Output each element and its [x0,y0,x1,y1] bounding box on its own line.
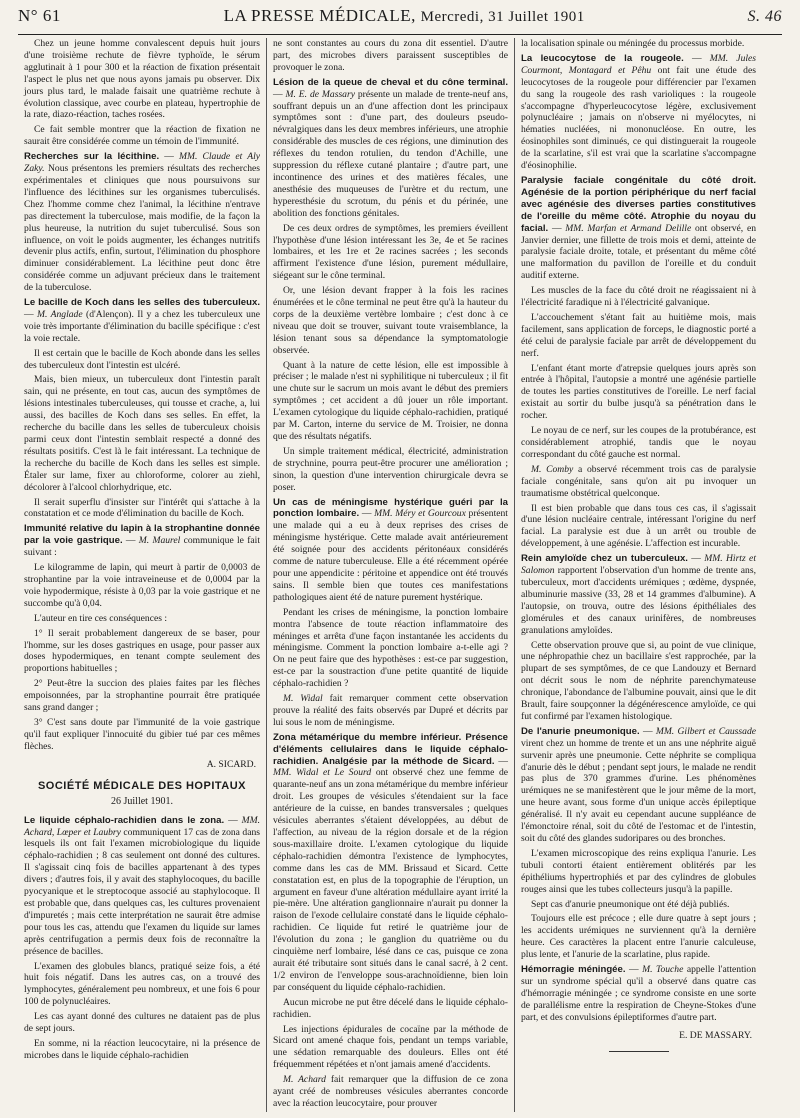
article-text: a observé récemment trois cas de paralysie faciale congénitale, sans qu'on ait pu invoquer un traumatisme obstétrical quelconque. [521,463,757,499]
article-text: ont fait une étude des leucocytoses de la rougeole pour différencier par l'examen du sang la rougeole des rash varioliques : la rougeole s'accompagne d'hyperleucocytose légère, exclusivement polynucléaire ; jamais on n'observe ni myélocytes, ni hématies nucléées, ni mononucléose. En outre, les éosinophiles sont diminués, ce qui distinguerait la rougeole de la scarlatine, s'il est vrai que la scarlatine s'accompagne d'éosinophilie. [521,64,756,172]
article-text: présente un malade de trente-neuf ans, souffrant depuis un an d'une affection dont les principaux symptômes sont : d'une part, des douleurs pseudo-névralgiques dans les deux membres inférieurs, une atrophie considérable des muscles de ces régions, une diminution des réflexes du tendon rotulien, du tendon d'Achille, une suppression du réflexe cutané plantaire ; d'autre part, une incontinence des urines et des matières fécales, une anesthésie des muqueuses de l'urètre et du rectum, une hyperesthésie du scrotum, du pénis et du périnée, une abolition des fonctions génitales. [273,88,508,219]
article-text: fait remarquer que la diffusion de ce zona ayant créé de nombreuses vésicules aberrantes concorde avec la réaction leucocytaire, pour prouver [273,1074,508,1109]
masthead-name: LA PRESSE MÉDICALE, [223,6,416,25]
article-authors: MM. Achard, Lœper et Laubry [24,814,260,838]
article-authors: M. Touche [642,964,684,976]
list-item: 2° Peut-être la succion des plaies faites par les flèches empoisonnées, par la strophantine pourrait être pratiquée sans grand danger ; [24,678,260,714]
article-authors: MM. Hirtz et Salomon [521,553,756,577]
article-zona: Le liquide céphalo-rachidien dans le zona. — MM. Achard, Lœper et Laubry communiquent 17 cas de zona dans lesquels ils ont fait l'examen microbiologique du liquide céphalo-rachidien ; 8 cas seulement ont donné des cultures. Il s'agissait cinq fois de bacilles appartenant à des types divers ; d'autres fois, il y avait des staphylocoques, du bacille pyocyanique et le streptocoque associé au staphylocoque. Il est probable que, dans quelques cas, les cultures provenaient d'impuretés ; mais cette interprétation ne saurait être admise pour tous les cas, attendu que l'examen du liquide sur lames après centrifugation a permis deux fois de reconnaître la présence de bacilles. [24,814,261,957]
paragraph: L'accouchement s'étant fait au huitième mois, mais facilement, sans application de forceps, le diagnostic porté a été celui de paralysie faciale par arrêt de développement du nerf. [521,311,756,359]
paragraph: Pendant les crises de méningisme, la ponction lombaire montra l'absence de toute réaction inflammatoire des méninges et arrêta d'une façon instantanée les accidents du méningisme. Comment la ponction lombaire a-t-elle agi ? On ne peut faire que des hypothèses : est-ce par suggestion, est-ce par la soustraction d'une petite quantité de liquide céphalo-rachidien ? [273,606,508,690]
columns [18,38,782,1112]
article-authors: MM. Jules Courmont, Montagard et Pêhu [521,52,757,76]
article-authors: MM. Méry et Gourcoux [374,508,466,520]
article-text: ont observé, en Janvier dernier, une fillette de trois mois et demi, atteinte de paralysie faciale droite, totale, et présentant du même côté une malformation du pavillon de l'oreille et du conduit auditif externe. [521,222,757,282]
society-date: 26 Juillet 1901. [111,795,173,807]
article-authors: M. Maurel [138,535,181,547]
article-heading: Un cas de méningisme hystérique guéri par la ponction lombaire. [273,496,508,520]
article-heading: Immunité relative du lapin à la strophantine donnée par la voie gastrique. [24,523,260,547]
article-heading: Lésion de la queue de cheval et du cône terminal. [273,76,508,88]
article-strophantine: Immunité relative du lapin à la strophantine donnée par la voie gastrique. — M. Maurel communique le fait suivant : [24,523,260,559]
paragraph: ne sont constantes au cours du zona dit essentiel. D'autre part, des microbes divers paraissent susceptibles de provoquer le zona. [273,38,508,73]
article-text: ont observé chez une femme de quarante-neuf ans un zona métamérique du membre inférieur droit. Les groupes de vésicules s'étendaient sur la face antérieure de la cuisse, en bandes transversales ; quelques vésicules aberrantes s'étaient développées, au début de l'affection, au niveau de la région dorsale et de la région sous-maxillaire droite. L'examen cytologique du liquide céphalo-rachidien démontra l'existence de lymphocytes, comme dans les cas de MM. Brissaud et Sicard. Cette constatation est, en plus de la topographie de l'éruption, un argument en faveur d'une altération médullaire ayant irrité la pie-mère. Une altération ganglionnaire n'aurait pu donner la raison de l'exode cellulaire constaté dans le liquide céphalo-rachidien. Ce liquide fut retiré le quatrième jour de l'évolution du zona ; le ganglion du quatrième ou du cinquième nerf lombaire, lésé dans ce cas, puisque ce zona aurait été tributaire sont situés dans le canal sacré, à 2 cent. 1/2 environ de l'enveloppe sous-arachnoïdienne, bien loin par conséquent du liquide céphalo-rachidien. [273,767,508,993]
article-anurie: De l'anurie pneumonique. — MM. Gilbert et Caussade virent chez un homme de trente et un ans une néphrite aiguë survenir après une pneumonie. Cette néphrite se compliqua d'anurie dès le début ; pendant sept jours, le malade ne rendit pas plus de 370 grammes d'urine. Les phénomènes urémiques ne se manifestèrent que le jour même de la mort, une heure avant, sous forme d'un unique accès épileptique généralisé. Il n'y avait eu cependant aucune suppléance de l'émonctoire rénal, soit du côté de l'estomac et de l'intestin, soit du côté des glandes sudoripares ou des bronches. [521,725,757,844]
article-heading: Recherches sur la lécithine. [24,151,160,163]
article-text: virent chez un homme de trente et un ans une néphrite aiguë survenir après une pneumonie. Cette néphrite se compliqua d'anurie dès le début ; pendant sept jours, le malade ne rendit pas plus de 370 grammes d'urine. Les phénomènes urémiques ne se manifestèrent que le jour même de la mort, une heure avant, sous forme d'un unique accès épileptique généralisé. Il n'y avait eu cependant aucune suppléance de l'émonctoire rénal, soit du côté de l'estomac et de l'intestin, soit du côté des glandes sudoripares ou des bronches. [521,737,756,844]
signature: E. DE MASSARY. [679,1029,752,1041]
article-text: présentent une malade qui a eu à deux reprises des crises de méningisme hystérique. Cette malade avait antérieurement été soignée pour des accidents péritonéaux considérés comme de nature tuberculeuse. Elle a été récemment opérée pour une appendicite : péritoine et appendice ont été trouvés sains. Il semble bien que toutes ces manifestations pathologiques aient été de nature purement hystérique. [273,508,508,603]
article-text: (d'Alençon). Il y a chez les tuberculeux une voie très importante d'élimination du bacille spécifique : c'est la voie rectale. [24,308,261,344]
article-heading: Paralysie faciale congénitale du côté droit. Agénésie de la portion périphérique du nerf facial avec agénésie des diverses parties constitutives de l'oreille du même côté. Atrophie du noyau du facial. [521,174,756,234]
article-heading: De l'anurie pneumonique. [521,725,640,737]
paragraph: Ce fait semble montrer que la réaction de fixation ne saurait être considérée comme un témoin de l'immunité. [24,124,260,148]
header-rule [18,34,782,35]
article-heading: Zona métamérique du membre inférieur. Présence d'éléments cellulaires dans le liquide céphalo-rachidien. Analgésie par la méthode de Sicard. [273,731,508,767]
article-text: communique le fait suivant : [24,535,260,559]
article-text: fait remarquer comment cette observation prouve la réalité des faits observés par Dupré et décrits par lui sous le nom de méningisme. [273,693,508,728]
paragraph: Il serait superflu d'insister sur l'intérêt qui s'attache à la constatation et ce mode d'élimination du bacille de Koch. [24,496,260,520]
article-authors: MM. Gilbert et Caussade [655,725,757,737]
article-hemorragie: Hémorragie méningée. — M. Touche appelle l'attention sur un syndrome spécial qu'il a observé dans quatre cas d'hémorragie méningée ; ce syndrome consiste en une sorte de parallélisme entre la respiration de Cheyne-Stokes d'une part, et des convulsions épileptiformes d'autre part. [521,964,757,1023]
society-title: SOCIÉTÉ MÉDICALE DES HOPITAUX [37,779,247,792]
article-rein-amyloide: Rein amyloïde chez un tuberculeux. — MM. Hirtz et Salomon rapportent l'observation d'un homme de trente ans, tuberculeux, mort d'accidents urémiques ; œdème, dyspnée, albuminurie massive (33, 28 et 14 grammes d'albumine). A l'autopsie, on trouva, outre des lésions épithéliales des glomérules et des canaux urinifères, de nombreuses granulations amyloïdes. [521,553,756,636]
article-heading: La leucocytose de la rougeole. [521,52,684,64]
article-rougeole: La leucocytose de la rougeole. — MM. Jules Courmont, Montagard et Pêhu ont fait une étude des leucocytoses de la rougeole pour différencier par l'examen du sang la rougeole des rash varioliques : la rougeole s'accompagne d'hyperleucocytose légère, exclusivement polynucléaire ; jamais on n'observe ni myélocytes, ni hématies nucléées, ni mononucléose. En outre, les éosinophiles sont diminués, ce qui distinguerait la rougeole de la scarlatine, s'il est vrai que la scarlatine s'accompagne d'éosinophilie. [521,52,757,172]
article-authors: MM. Claude et Aly Zaky. [24,151,260,175]
list-item: 3° C'est sans doute par l'immunité de la voie gastrique qu'il faut expliquer l'innocuité du gibier tué par ces mêmes flèches. [24,716,260,752]
paragraph: Quant à la nature de cette lésion, elle est impossible à préciser ; le malade n'est ni syphilitique ni tuberculeux ; il fit une chute sur le sacrum un mois avant le début des premiers symptômes ; cet accident a dû jouer un rôle important. L'examen cytologique du liquide céphalo-rachidien, pratiqué par M. Carton, interne du service de M. Troisier, ne donna que des résultats négatifs. [273,359,508,442]
paragraph: Or, une lésion devant frapper à la fois les racines énumérées et le cône terminal ne peut être qu'à la hauteur du corps de la deuxième vertèbre lombaire ; c'est donc à ce niveau que doit se trouver, suivant toute vraisemblance, la lésion tenant sous sa dépendance la symptomatologie observée. [273,285,508,356]
paragraph: Un simple traitement médical, électricité, administration de strychnine, pourra peut-être procurer une amélioration ; sinon, la question d'une intervention chirurgicale devra se poser. [273,445,508,493]
paragraph: la localisation spinale ou méningée du processus morbide. [521,38,745,49]
issue-number: N° 61 [18,6,61,25]
article-authors: M. Anglade [37,308,83,320]
article-heading: Hémorragie méningée. [521,964,626,976]
article-zona-metamerique: Zona métamérique du membre inférieur. Présence d'éléments cellulaires dans le liquide céphalo-rachidien. Analgésie par la méthode de Sicard. — MM. Widal et Le Sourd ont observé chez une femme de quarante-neuf ans un zona métamérique du membre inférieur droit. Les groupes de vésicules s'étendaient sur la face antérieure de la cuisse, en bandes transversales ; quelques vésicules aberrantes s'étaient développées, au début de l'affection, au niveau de la région dorsale et de la région sous-maxillaire droite. L'examen cytologique du liquide céphalo-rachidien démontra l'existence de lymphocytes, comme dans les cas de MM. Brissaud et Sicard. Cette constatation est, en plus de la topographie de l'éruption, un argument en faveur d'une altération médullaire ayant irrité la pie-mère. Une altération ganglionnaire n'aurait pu donner la raison de l'exode cellulaire constaté dans le liquide céphalo-rachidien. Ce liquide fut retiré le quatrième jour de l'évolution du zona ; le ganglion du quatrième ou du cinquième nerf lombaire, lésé dans ce cas, puisque ce zona aurait été tributaire sont situés dans le canal sacré, à 2 cent. 1/2 environ de l'enveloppe sous-arachnoïdienne, bien loin par conséquent du liquide céphalo-rachidien. [273,731,508,993]
paragraph: Chez un jeune homme convalescent depuis huit jours d'une troisième rechute de fièvre typhoïde, le sérum agglutinait à 1 pour 300 et la réaction de fixation présentait l'aspect le plus net que nous ayons jamais pu observer. Dix jours plus tard, le malade faisait une quatrième rechute à évolution classique, avec courbe en plateau, hypertrophie de la rate, diazo-réaction, taches rosées. [24,38,260,121]
paragraph: Il est certain que le bacille de Koch abonde dans les selles des tuberculeux dont l'intestin est ulcéré. [24,347,260,371]
article-authors: M. E. de Massary [285,88,355,100]
column-1 [18,38,266,1112]
article-heading: Le liquide céphalo-rachidien dans le zona. [24,814,225,826]
paragraph [521,464,756,500]
paragraph [273,1074,508,1110]
sheet-number: S. 46 [747,8,782,25]
paragraph: Sept cas d'anurie pneumonique ont été déjà publiés. [531,898,730,910]
paragraph: Aucun microbe ne put être décelé dans le liquide céphalo-rachidien. [273,996,508,1020]
article-lecithine: Recherches sur la lécithine. — MM. Claude et Aly Zaky. Nous présentons les premiers résultats des recherches expérimentales et cliniques que nous poursuivons sur l'influence des lécithines sur les organismes tuberculisés. Chez l'homme comme chez l'animal, la lécithine n'entrave pas directement la tuberculose, mais modifie, de la façon la plus heureuse, la nutrition du sujet tuberculisé. Sous son influence, on voit le poids augmenter, les échanges nutritifs devenir plus actifs, enfin, surtout, l'élimination du phosphore diminuer considérablement. La lécithine peut donc être considérée comme un adjuvant précieux dans le traitement de la tuberculose. [24,151,261,294]
paragraph: Les injections épidurales de cocaïne par la méthode de Sicard ont amené chaque fois, pendant un temps variable, une sédation remarquable des douleurs. Elles ont été fréquemment répétées et n'ont jamais amené d'accidents. [273,1023,508,1071]
column-2 [266,38,514,1112]
paragraph [273,693,508,729]
article-authors: MM. Widal et Le Sourd [273,767,372,779]
article-authors: M. Widal [283,693,323,705]
page-header [18,6,782,30]
paragraph: Cette observation prouve que si, au point de vue clinique, une néphropathie chez un bacillaire s'est rapprochée, par la plupart de ses symptômes, de ce que Landouzy et Bernard ont décrit sous le nom de néphrite parenchymateuse chronique, l'abondance de l'albumine pouvait, ainsi que le dit Brault, faire soupçonner la dégénérescence amyloïde, ce qui fut confirmé par l'examen histologique. [521,639,756,722]
paragraph: Il est bien probable que dans tous ces cas, il s'agissait d'une lésion nucléaire centrale, intéressant l'origine du nerf facial. La paralysie est due à un arrêt ou trouble de développement, à une agénésie. L'affection est incurable. [521,502,756,550]
list-item: 1° Il serait probablement dangereux de se baser, pour l'homme, sur les doses gastriques en usage, pour passer aux doses hypodermiques, en tenant compte seulement des proportions habituelles ; [24,627,260,675]
paragraph: Mais, bien mieux, un tuberculeux dont l'intestin paraît sain, qui ne présente, en tout cas, aucun des symptômes de lésions intestinales tuberculeuses, qui tousse et crache, a, lui aussi, des bacilles de Koch dans ses selles. En effet, la recherche du bacille dans les selles de tuberculeux choisis parmi ceux dont l'intestin semblait respecté a donné des résultats positifs. C'est là le fait intéressant. La technique de la recherche du bacille de Koch dans les selles est simple. Étaler sur lame, fixer au chloroforme, colorer au ziehl, décolorer à l'alcool chlorhydrique, etc. [24,374,260,493]
paragraph: De ces deux ordres de symptômes, les premiers éveillent l'hypothèse d'une lésion intéressant les 3e, 4e et 5e racines lombaires, et les 1re et 2e racines sacrées ; les seconds affirment l'existence d'une lésion, purement médullaire, siégeant sur le cône terminal. [273,222,508,282]
column-3 [514,38,762,1112]
paragraph: L'enfant étant morte d'atrepsie quelques jours après son entrée à l'hôpital, l'autopsie a montré une agénésie partielle de toutes les parties constitutives de l'oreille. Le nerf facial existait au sortir du bulbe jusqu'à sa pénétration dans le rocher. [521,362,756,422]
paragraph: L'examen des globules blancs, pratiqué seize fois, a été huit fois négatif. Dans les autres cas, on a trouvé des lymphocytes, généralement peu nombreux, et une fois 6 pour 100 de polynucléaires. [24,960,260,1008]
signature: A. SICARD. [206,758,256,770]
article-paralysie-faciale: Paralysie faciale congénitale du côté droit. Agénésie de la portion périphérique du nerf facial avec agénésie des diverses parties constitutives de l'oreille du même côté. Atrophie du noyau du facial. — MM. Marfan et Armand Delille ont observé, en Janvier dernier, une fillette de trois mois et demi, atteinte de paralysie faciale droite, totale, et présentant du même côté une malformation du pavillon de l'oreille et du conduit auditif externe. [521,174,757,282]
paragraph: L'examen microscopique des reins expliqua l'anurie. Les tubuli contorti étaient entièrement oblitérés par les épithéliums hypertrophiés et par des cylindres de globules rouges ainsi que les tubes collecteurs jusqu'à la papille. [521,847,756,895]
article-text: Nous présentons les premiers résultats des recherches expérimentales et cliniques que nous poursuivons sur l'influence des lécithines sur les organismes tuberculisés. Chez l'homme comme chez l'animal, la lécithine n'entrave pas directement la tuberculose, mais modifie, de la façon la plus heureuse, la nutrition du sujet tuberculisé. Sous son influence, on voit le poids augmenter, les échanges nutritifs devenir plus actifs, enfin, surtout, l'élimination du phosphore diminuer considérablement. La lécithine peut donc être considérée comme un adjuvant précieux dans le traitement de la tuberculose. [24,163,261,294]
article-heading: Rein amyloïde chez un tuberculeux. [521,553,688,565]
article-text: communiquent 17 cas de zona dans lesquels ils ont fait l'examen microbiologique du liquide céphalo-rachidien ; 8 cas seulement ont donné des cultures. Il s'agissait cinq fois de bacilles appartenant à des types divers ; d'autres fois, il y avait des staphylocoques, du bacille pyocyanique et le streptocoque associé au staphylocoque. Il est probable que, dans quelques cas, les cultures provenaient d'impuretés ; mais cette interprétation ne saurait être admise pour tous les cas, attendu que l'examen du liquide sur lames après centrifugation a permis deux fois de reconnaître la présence de bacilles. [24,826,261,957]
masthead-date: Mercredi, 31 Juillet 1901 [420,9,585,25]
article-text: appelle l'attention sur un syndrome spécial qu'il a observé dans quatre cas d'hémorragie méningée ; ce syndrome consiste en une sorte de parallélisme entre la respiration de Cheyne-Stokes d'une part, et des convulsions épileptiformes d'autre part. [521,964,757,1023]
paragraph: Les muscles de la face du côté droit ne réagissaient ni à l'électricité faradique ni à l'électricité galvanique. [521,285,756,309]
article-text: rapportent l'observation d'un homme de trente ans, tuberculeux, mort d'accidents urémiques ; œdème, dyspnée, albuminurie massive (33, 28 et 14 grammes d'albumine). A l'autopsie, on trouva, outre des lésions épithéliales des glomérules et des canaux urinifères, de nombreuses granulations amyloïdes. [521,565,756,636]
paragraph: L'auteur en tire ces conséquences : [34,612,168,624]
end-divider [609,1051,669,1052]
paragraph: Toujours elle est précoce ; elle dure quatre à sept jours ; les accidents urémiques ne surviennent qu'à la dernière heure. Ces caractères la placent entre l'anurie calculeuse, plus lente, et l'anurie de la scarlatine, plus rapide. [521,913,756,961]
article-heading: Le bacille de Koch dans les selles des tuberculeux. [24,297,260,309]
article-authors: MM. Marfan et Armand Delille [565,222,692,234]
article-bacille-koch: Le bacille de Koch dans les selles des tuberculeux. — M. Anglade (d'Alençon). Il y a chez les tuberculeux une voie très importante d'élimination du bacille spécifique : c'est la voie rectale. [24,297,261,344]
article-authors: M. Achard [283,1074,326,1086]
article-authors: M. Comby [531,463,574,475]
paragraph: Le kilogramme de lapin, qui meurt à partir de 0,0003 de strophantine par la voie intraveineuse et de 0,0004 par la voie hypodermique, résiste à 0,03 par la voie gastrique et ne succombe qu'à 0,04. [24,562,260,609]
paragraph: En somme, ni la réaction leucocytaire, ni la présence de microbes dans le liquide céphalo-rachidien [24,1037,260,1061]
article-queue-de-cheval: Lésion de la queue de cheval et du cône terminal. — M. E. de Massary présente un malade de trente-neuf ans, souffrant depuis un an d'une affection dont les principaux symptômes sont : d'une part, des douleurs pseudo-névralgiques dans les deux membres inférieurs, une atrophie considérable des muscles de ces régions, une diminution des réflexes du tendon rotulien, du tendon d'Achille, une suppression du réflexe cutané plantaire ; d'autre part, une incontinence des urines et des matières fécales, une anesthésie des muqueuses de l'urètre et du rectum, une hyperesthésie du scrotum, du pénis et du périnée, une abolition des fonctions génitales. [273,76,508,219]
paragraph: Les cas ayant donné des cultures ne dataient pas de plus de sept jours. [24,1011,260,1035]
masthead-title [224,6,585,26]
article-meningisme: Un cas de méningisme hystérique guéri par la ponction lombaire. — MM. Méry et Gourcoux présentent une malade qui a eu à deux reprises des crises de méningisme hystérique. Cette malade avait antérieurement été soignée pour des accidents péritonéaux considérés comme de nature tuberculeuse. Elle a été récemment opérée pour une appendicite : péritoine et appendice ont été trouvés sains. Il semble bien que toutes ces manifestations pathologiques aient été de nature purement hystérique. [273,496,508,603]
paragraph: Le noyau de ce nerf, sur les coupes de la protubérance, est considérablement atrophié, tandis que le noyau correspondant du côté gauche est normal. [521,425,756,460]
